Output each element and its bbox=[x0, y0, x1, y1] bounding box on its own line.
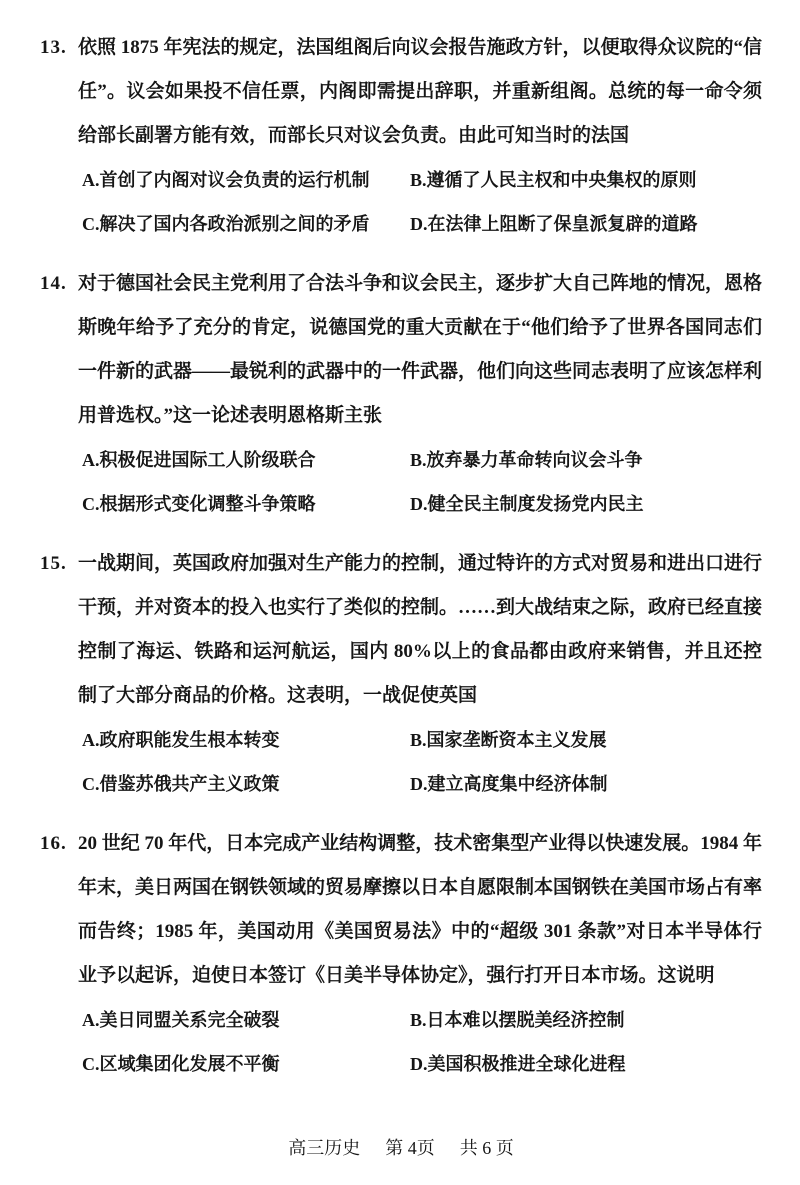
question-number: 14. bbox=[40, 273, 67, 294]
question-15 bbox=[40, 542, 762, 806]
footer-total-pages: 共 6 页 bbox=[459, 1138, 514, 1158]
option-d: D.美国积极推进全球化进程 bbox=[410, 1054, 626, 1074]
question-15-stem-row bbox=[40, 542, 762, 718]
option-c: C.借鉴苏俄共产主义政策 bbox=[82, 774, 280, 794]
option-c: C.根据形式变化调整斗争策略 bbox=[82, 494, 316, 514]
option-a: A.首创了内阁对议会负责的运行机制 bbox=[82, 170, 370, 190]
question-16-stem-row bbox=[40, 822, 762, 998]
question-stem: 20 世纪 70 年代，日本完成产业结构调整，技术密集型产业得以快速发展。1984 年年末，美日两国在钢铁领域的贸易摩擦以日本自愿限制本国钢铁在美国市场占有率而告终；1985 年，美国动用《美国贸易法》中的“超级 301 条款”对日本半导体行业予以起诉，迫使日本签订《日美半导体协定》，强行打开日本市场。这说明 bbox=[78, 833, 763, 986]
option-b: B.放弃暴力革命转向议会斗争 bbox=[410, 450, 643, 470]
option-d: D.建立高度集中经济体制 bbox=[410, 774, 608, 794]
question-stem: 对于德国社会民主党利用了合法斗争和议会民主，逐步扩大自己阵地的情况，恩格斯晚年给予了充分的肯定，说德国党的重大贡献在于“他们给予了世界各国同志们一件新的武器——最锐利的武器中的一件武器，他们向这些同志表明了应该怎样利用普选权。”这一论述表明恩格斯主张 bbox=[78, 273, 763, 426]
question-13-options bbox=[82, 158, 762, 246]
option-a: A.积极促进国际工人阶级联合 bbox=[82, 450, 316, 470]
question-14-stem-row bbox=[40, 262, 762, 438]
option-b: B.国家垄断资本主义发展 bbox=[410, 730, 607, 750]
question-16-options bbox=[82, 998, 762, 1086]
question-stem: 一战期间，英国政府加强对生产能力的控制，通过特许的方式对贸易和进出口进行干预，并对资本的投入也实行了类似的控制。……到大战结束之际，政府已经直接控制了海运、铁路和运河航运，国内 80%以上的食品都由政府来销售，并且还控制了大部分商品的价格。这表明，一战促使英国 bbox=[78, 553, 763, 706]
option-b: B.日本难以摆脱美经济控制 bbox=[410, 1010, 625, 1030]
question-number: 13. bbox=[40, 37, 67, 58]
question-number: 16. bbox=[40, 833, 67, 854]
option-d: D.健全民主制度发扬党内民主 bbox=[410, 494, 644, 514]
footer-page-number: 第 4页 bbox=[385, 1138, 435, 1158]
question-13-stem-row bbox=[40, 26, 762, 158]
option-a: A.政府职能发生根本转变 bbox=[82, 730, 280, 750]
page-footer bbox=[40, 1126, 762, 1170]
option-d: D.在法律上阻断了保皇派复辟的道路 bbox=[410, 214, 698, 234]
option-c: C.区域集团化发展不平衡 bbox=[82, 1054, 280, 1074]
question-15-options bbox=[82, 718, 762, 806]
option-b: B.遵循了人民主权和中央集权的原则 bbox=[410, 170, 697, 190]
question-number: 15. bbox=[40, 553, 67, 574]
footer-subject: 高三历史 bbox=[288, 1138, 361, 1158]
question-16 bbox=[40, 822, 762, 1086]
question-14-options bbox=[82, 438, 762, 526]
question-14 bbox=[40, 262, 762, 526]
question-13 bbox=[40, 26, 762, 246]
option-c: C.解决了国内各政治派别之间的矛盾 bbox=[82, 214, 370, 234]
option-a: A.美日同盟关系完全破裂 bbox=[82, 1010, 280, 1030]
question-stem: 依照 1875 年宪法的规定，法国组阁后向议会报告施政方针，以便取得众议院的“信任”。议会如果投不信任票，内阁即需提出辞职，并重新组阁。总统的每一命令须给部长副署方能有效，而部长只对议会负责。由此可知当时的法国 bbox=[78, 37, 763, 146]
